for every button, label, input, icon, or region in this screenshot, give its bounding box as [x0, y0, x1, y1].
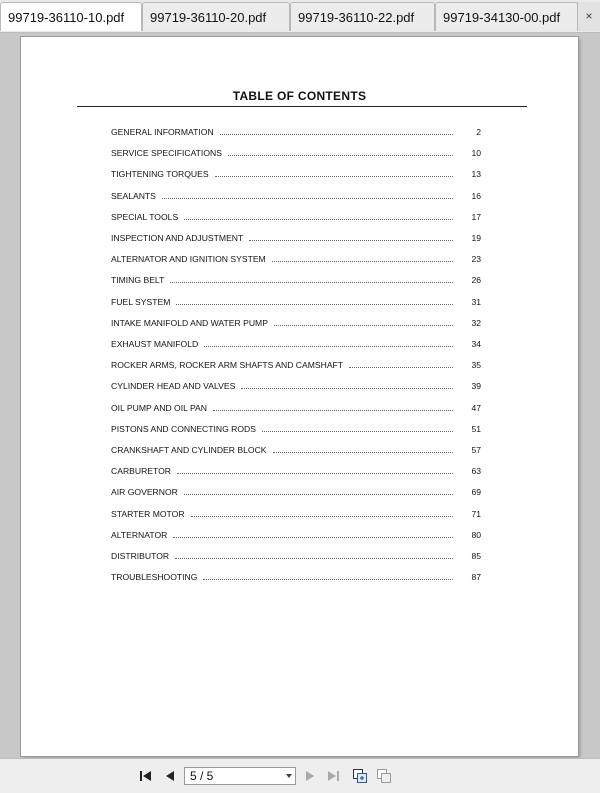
toc-entry	[111, 123, 481, 137]
toc-leader-dots	[170, 281, 453, 283]
navigation-toolbar	[0, 758, 600, 793]
toc-entry	[111, 483, 481, 497]
toc-entry-label: CARBURETOR	[111, 466, 172, 477]
tab-close-button[interactable]: ×	[577, 2, 600, 31]
toc-leader-dots	[273, 451, 453, 453]
toc-entry-page: 17	[471, 211, 481, 222]
toc-entry-label: SERVICE SPECIFICATIONS	[111, 148, 222, 159]
toc-entry-label: PISTONS AND CONNECTING RODS	[111, 423, 256, 434]
toc-entry-label: ALTERNATOR	[111, 529, 168, 540]
copy-page-icon[interactable]	[352, 768, 368, 784]
toc-entry-page: 16	[471, 190, 481, 201]
toc-entry-page: 26	[471, 275, 481, 286]
toc-entry-page: 34	[471, 339, 481, 349]
toc-entry	[111, 293, 481, 307]
toc-entry-page: 39	[471, 381, 481, 392]
toc-entry-label: ALTERNATOR AND IGNITION SYSTEM	[111, 254, 266, 265]
toc-entry-page: 63	[471, 466, 481, 477]
toc-entry-label: SPECIAL TOOLS	[111, 211, 179, 222]
toc-leader-dots	[349, 366, 453, 368]
toc-entry	[111, 271, 481, 285]
toc-entry	[111, 229, 481, 243]
toc-leader-dots	[249, 239, 453, 241]
previous-page-icon[interactable]	[162, 768, 178, 784]
tab-bar	[0, 0, 600, 33]
toc-entry-page: 51	[471, 423, 481, 434]
toc-entry-page: 13	[471, 169, 481, 180]
toc-leader-dots	[274, 324, 453, 326]
tab-99719-36110-20[interactable]: 99719-36110-20.pdf	[142, 2, 290, 31]
paste-page-icon[interactable]	[376, 768, 392, 784]
toc-leader-dots	[220, 133, 453, 135]
toc-entry-page: 47	[471, 402, 481, 413]
toc-leader-dots	[228, 154, 453, 156]
toc-leader-dots	[204, 345, 453, 347]
first-page-icon[interactable]	[138, 768, 154, 784]
toc-entry-label: OIL PUMP AND OIL PAN	[111, 402, 207, 413]
toc-entry-label: EXHAUST MANIFOLD	[111, 339, 199, 349]
toc-leader-dots	[173, 536, 453, 538]
toc-entry-page: 87	[471, 572, 481, 583]
toc-entry	[111, 568, 481, 582]
toc-entry-label: GENERAL INFORMATION	[111, 127, 214, 137]
toc-entry-label: DISTRIBUTOR	[111, 551, 170, 561]
toc-entry-label: CYLINDER HEAD AND VALVES	[111, 381, 236, 392]
toc-entry-label: ROCKER ARMS, ROCKER ARM SHAFTS AND CAMSHAFT	[111, 360, 344, 371]
toc-entry-page: 85	[471, 551, 481, 561]
chevron-down-icon[interactable]	[286, 774, 292, 778]
toc-entry-label: SEALANTS	[111, 190, 156, 201]
toc-entry-page: 57	[471, 445, 481, 455]
toc-entry-page: 69	[471, 487, 481, 498]
toc-leader-dots	[176, 303, 453, 305]
toc-leader-dots	[272, 260, 453, 262]
next-page-icon[interactable]	[302, 768, 318, 784]
toc-entry	[111, 250, 481, 264]
title-rule	[77, 106, 527, 107]
toc-entry-page: 23	[471, 254, 481, 265]
toc-leader-dots	[184, 493, 453, 495]
toc-entry	[111, 144, 481, 158]
toc-entry-page: 19	[471, 233, 481, 243]
page-number-select[interactable]	[184, 767, 296, 785]
toc-leader-dots	[175, 557, 453, 559]
last-page-icon[interactable]	[325, 768, 341, 784]
toc-entry	[111, 505, 481, 519]
toc-leader-dots	[262, 430, 453, 432]
toc-entry	[111, 335, 481, 349]
document-page	[21, 37, 578, 756]
toc-leader-dots	[184, 218, 453, 220]
toc-entry	[111, 187, 481, 201]
toc-leader-dots	[241, 387, 453, 389]
toc-entry	[111, 399, 481, 413]
toc-entry	[111, 420, 481, 434]
toc-entry-page: 2	[476, 127, 481, 137]
tab-99719-36110-10[interactable]: 99719-36110-10.pdf	[0, 2, 142, 31]
document-viewer[interactable]	[0, 33, 600, 758]
toc-leader-dots	[203, 578, 453, 580]
toc-entry-page: 80	[471, 529, 481, 540]
toc-leader-dots	[191, 515, 453, 517]
toc-entry-label: TIGHTENING TORQUES	[111, 169, 209, 180]
toc-entry-label: STARTER MOTOR	[111, 508, 185, 519]
page-indicator: 5 / 5	[190, 769, 214, 783]
toc-entry-page: 32	[471, 317, 481, 328]
toc-entry	[111, 547, 481, 561]
toc-entry-label: INSPECTION AND ADJUSTMENT	[111, 233, 244, 243]
toc-entry	[111, 441, 481, 455]
toc-entry-page: 31	[471, 296, 481, 307]
toc-leader-dots	[215, 175, 453, 177]
toc-entry-page: 71	[471, 508, 481, 519]
toc-entry	[111, 462, 481, 476]
toc-entry	[111, 356, 481, 370]
toc-entry	[111, 314, 481, 328]
toc-leader-dots	[162, 197, 453, 199]
toc-entry-label: TROUBLESHOOTING	[111, 572, 198, 583]
toc-entry	[111, 526, 481, 540]
toc-entry-page: 35	[471, 360, 481, 371]
toc-entry-label: TIMING BELT	[111, 275, 165, 286]
tab-99719-34130-00[interactable]: 99719-34130-00.pdf	[435, 2, 578, 31]
toc-entry	[111, 208, 481, 222]
toc-entry	[111, 165, 481, 179]
toc-entry-label: FUEL SYSTEM	[111, 296, 171, 307]
toc-entry-page: 10	[471, 148, 481, 159]
toc-entry-label: AIR GOVERNOR	[111, 487, 178, 498]
tab-99719-36110-22[interactable]: 99719-36110-22.pdf	[290, 2, 435, 31]
toc-leader-dots	[177, 472, 453, 474]
toc-entry-label: INTAKE MANIFOLD AND WATER PUMP	[111, 317, 268, 328]
toc-entry	[111, 377, 481, 391]
toc-entry-label: CRANKSHAFT AND CYLINDER BLOCK	[111, 445, 267, 455]
toc-leader-dots	[213, 409, 453, 411]
toc-title: TABLE OF CONTENTS	[232, 89, 367, 103]
